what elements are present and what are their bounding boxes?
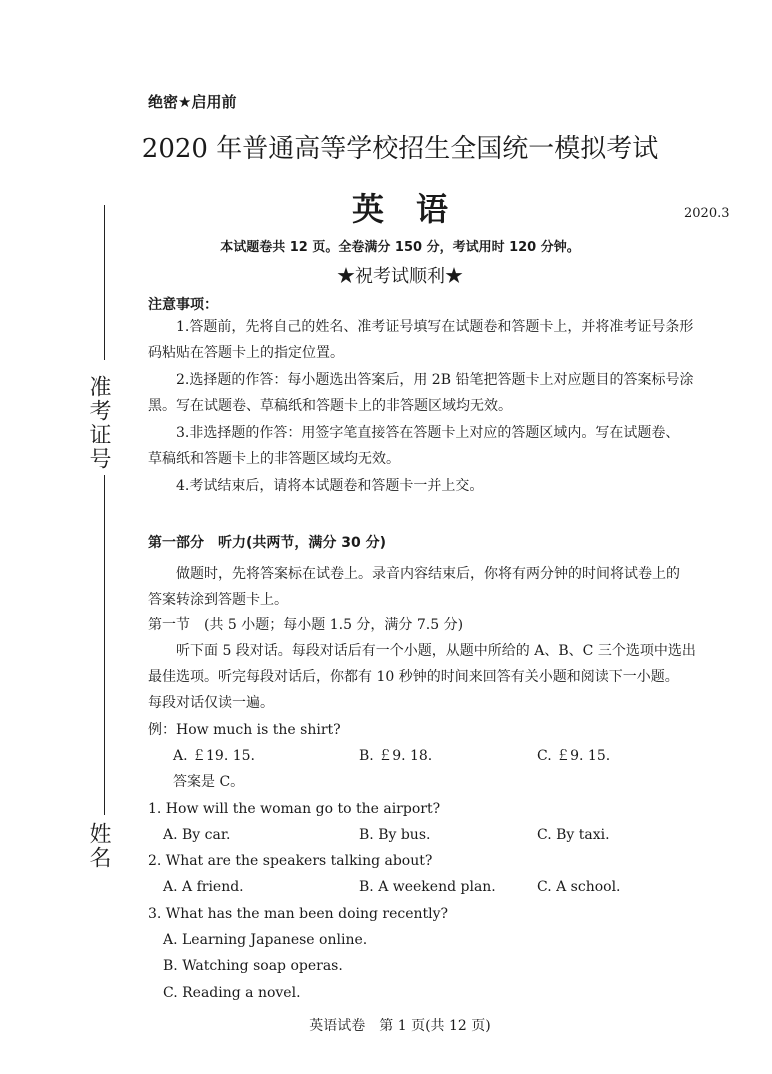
good-luck-banner: ★祝考试顺利★ [337, 266, 463, 287]
example-question: 例：How much is the shirt? [148, 722, 341, 738]
exam-info: 本试题卷共 12 页。全卷满分 150 分，考试用时 120 分钟。 [220, 240, 580, 255]
example-option-b: B. ￡9. 18. [359, 748, 433, 764]
secret-mark: 绝密★启用前 [148, 93, 237, 111]
part1-intro: 答案转涂到答题卡上。 [148, 592, 288, 608]
section-heading: 第一节 (共 5 小题；每小题 1.5 分，满分 7.5 分) [148, 617, 464, 633]
note-line: 3.非选择题的作答：用签字笔直接答在答题卡上对应的答题区域内。写在试题卷、 [176, 425, 680, 441]
question-1: 1. How will the woman go to the airport? [148, 801, 441, 817]
binding-line-middle [104, 475, 105, 815]
note-line: 码粘贴在答题卡上的指定位置。 [148, 345, 344, 361]
note-line: 2.选择题的作答：每小题选出答案后，用 2B 铅笔把答题卡上对应题目的答案标号涂 [176, 372, 694, 388]
section-intro: 听下面 5 段对话。每段对话后有一个小题，从题中所给的 A、B、C 三个选项中选出 [176, 643, 696, 659]
exam-title: 2020 年普通高等学校招生全国统一模拟考试 [141, 134, 659, 164]
question-2-option-b: B. A weekend plan. [359, 879, 496, 895]
example-option-a: A. ￡19. 15. [173, 748, 255, 764]
question-3-option-c: C. Reading a novel. [163, 985, 301, 1001]
question-2: 2. What are the speakers talking about? [148, 853, 433, 869]
note-line: 草稿纸和答题卡上的非答题区域均无效。 [148, 451, 400, 467]
note-line: 1.答题前，先将自己的姓名、准考证号填写在试题卷和答题卡上，并将准考证号条形 [176, 319, 694, 335]
example-answer: 答案是 C。 [173, 774, 245, 790]
question-1-option-b: B. By bus. [359, 827, 431, 843]
notes-heading: 注意事项： [148, 297, 218, 313]
question-1-option-a: A. By car. [163, 827, 231, 843]
example-option-c: C. ￡9. 15. [537, 748, 611, 764]
question-2-option-c: C. A school. [537, 879, 621, 895]
exam-date: 2020.3 [684, 206, 730, 221]
page-footer: 英语试卷 第 1 页(共 12 页) [309, 1018, 491, 1034]
note-line: 4.考试结束后，请将本试题卷和答题卡一并上交。 [176, 478, 484, 494]
name-label: 姓名 [86, 822, 111, 870]
question-1-option-c: C. By taxi. [537, 827, 610, 843]
question-3-option-b: B. Watching soap operas. [163, 958, 343, 974]
note-line: 黑。写在试题卷、草稿纸和答题卡上的非答题区域均无效。 [148, 398, 512, 414]
question-3: 3. What has the man been doing recently? [148, 906, 449, 922]
question-2-option-a: A. A friend. [163, 879, 244, 895]
part1-heading: 第一部分 听力(共两节，满分 30 分) [148, 535, 387, 551]
part1-intro: 做题时，先将答案标在试卷上。录音内容结束后，你将有两分钟的时间将试卷上的 [176, 566, 680, 582]
section-intro: 最佳选项。听完每段对话后，你都有 10 秒钟的时间来回答有关小题和阅读下一小题。 [148, 669, 679, 685]
subject-title: 英 语 [351, 190, 448, 228]
section-intro: 每段对话仅读一遍。 [148, 695, 274, 711]
question-3-option-a: A. Learning Japanese online. [163, 932, 368, 948]
ticket-number-label: 准考证号 [86, 375, 111, 471]
